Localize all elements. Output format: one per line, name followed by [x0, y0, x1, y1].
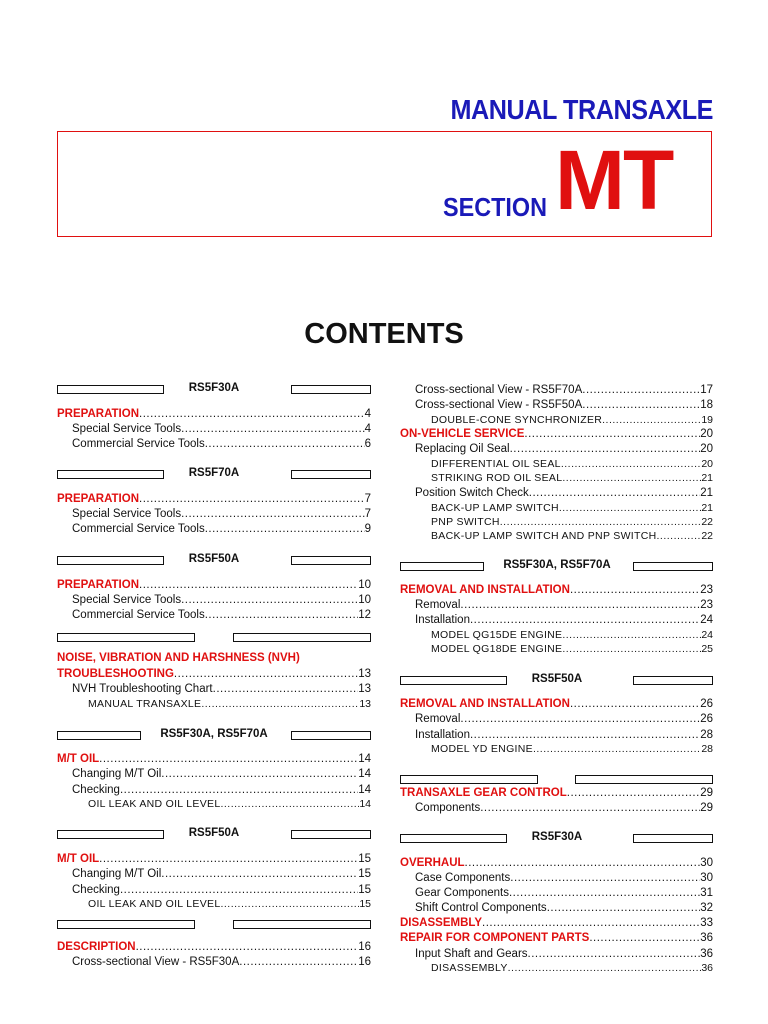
toc-entry-title: PREPARATION [57, 579, 139, 591]
toc-entry[interactable] [57, 492, 371, 507]
toc-entry-page: 7 [364, 493, 371, 505]
header-rule-box [400, 676, 507, 685]
toc-entry-title: Installation [415, 614, 470, 626]
toc-entry[interactable] [400, 916, 713, 931]
toc-entry-page: 24 [701, 629, 713, 641]
toc-entry-title: Cross-sectional View - RS5F70A [415, 384, 583, 396]
dot-leader [181, 593, 358, 608]
toc-model-header [57, 554, 371, 566]
model-label: RS5F70A [188, 467, 240, 479]
toc-entry[interactable] [400, 947, 713, 962]
toc-model-header [400, 773, 713, 785]
dot-leader [120, 783, 358, 798]
toc-entry[interactable] [400, 871, 713, 886]
header-rule-box [575, 775, 713, 784]
model-label: RS5F30A, RS5F70A [503, 559, 611, 571]
toc-entry-title: Installation [415, 729, 470, 741]
toc-entry-title: Gear Components [415, 887, 509, 899]
toc-entry[interactable] [400, 398, 713, 413]
toc-model-header [57, 918, 371, 930]
header-rule-box [291, 830, 371, 839]
header-rule-box [633, 562, 713, 571]
toc-model-header [400, 674, 713, 686]
toc-entry[interactable] [400, 613, 713, 628]
dot-leader [139, 407, 365, 422]
toc-entry[interactable] [400, 642, 713, 657]
dot-leader [220, 897, 359, 912]
toc-entry-title: ON-VEHICLE SERVICE [400, 428, 525, 440]
dot-leader [482, 916, 700, 931]
toc-entry-title: DOUBLE-CONE SYNCHRONIZER [431, 414, 603, 426]
model-label: RS5F30A, RS5F70A [160, 728, 268, 740]
model-label: RS5F50A [188, 553, 240, 565]
dot-leader [205, 437, 365, 452]
toc-entry[interactable] [400, 712, 713, 727]
toc-entry-title: Removal [415, 599, 461, 611]
dot-leader [567, 786, 700, 801]
dot-leader [570, 697, 700, 712]
toc-entry[interactable] [400, 801, 713, 816]
toc-entry-title: Commercial Service Tools [72, 609, 205, 621]
toc-entry-title: REPAIR FOR COMPONENT PARTS [400, 932, 590, 944]
toc-entry-page: 6 [364, 438, 371, 450]
header-rule-box [633, 676, 713, 685]
contents-heading: CONTENTS [304, 318, 464, 350]
toc-entry[interactable] [400, 886, 713, 901]
manual-title: MANUAL TRANSAXLE [450, 94, 713, 125]
toc-entry-page: 25 [701, 643, 713, 655]
dot-leader [570, 583, 700, 598]
header-rule-box [400, 562, 484, 571]
toc-entry[interactable] [400, 413, 713, 428]
toc-model-header [400, 560, 713, 572]
toc-entry[interactable] [400, 457, 713, 472]
header-rule-box [291, 385, 371, 394]
toc-entry-title: MODEL QG15DE ENGINE [431, 629, 563, 641]
toc-entry[interactable] [400, 728, 713, 743]
toc-entry-title: Case Components [415, 872, 511, 884]
dot-leader [213, 682, 359, 697]
dot-leader [139, 578, 358, 593]
toc-entry[interactable] [57, 682, 371, 697]
toc-entry-page: 14 [358, 784, 371, 796]
toc-entry[interactable] [400, 501, 713, 516]
toc-entry[interactable] [57, 767, 371, 782]
toc-model-header [57, 828, 371, 840]
model-label: RS5F50A [188, 827, 240, 839]
toc-entry[interactable] [400, 856, 713, 871]
section-label: SECTION [443, 192, 548, 222]
toc-entry[interactable] [57, 955, 371, 970]
toc-entry-page: 29 [700, 802, 713, 814]
toc-entry-page: 14 [358, 768, 371, 780]
toc-entry-title: Commercial Service Tools [72, 438, 205, 450]
header-rule-box [57, 830, 164, 839]
dot-leader [205, 522, 365, 537]
dot-leader [582, 398, 700, 413]
toc-entry[interactable] [400, 529, 713, 544]
toc-entry-page: 29 [700, 787, 713, 799]
toc-entry[interactable] [400, 383, 713, 398]
toc-model-header [57, 631, 371, 643]
toc-entry-page: 15 [358, 853, 371, 865]
toc-entry-title: TROUBLESHOOTING [57, 668, 174, 680]
header-rule-box [233, 633, 371, 642]
toc-entry-title: Special Service Tools [72, 508, 182, 520]
toc-entry-page: 20 [701, 458, 713, 470]
toc-entry-page: 36 [700, 948, 713, 960]
toc-entry-page: 20 [700, 428, 713, 440]
toc-entry-title: MANUAL TRANSAXLE [88, 698, 202, 710]
dot-leader [582, 383, 700, 398]
dot-leader [120, 883, 358, 898]
toc-entry-title: DESCRIPTION [57, 941, 136, 953]
dot-leader [99, 852, 358, 867]
toc-entry-page: 36 [701, 962, 713, 974]
dot-leader [561, 457, 702, 472]
toc-entry-title: BACK-UP LAMP SWITCH AND PNP SWITCH [431, 530, 657, 542]
toc-entry-page: 7 [364, 508, 371, 520]
toc-entry-page: 13 [359, 698, 371, 710]
toc-entry[interactable] [400, 515, 713, 530]
toc-entry-title: STRIKING ROD OIL SEAL [431, 472, 563, 484]
header-rule-box [57, 920, 195, 929]
toc-entry-title: DISASSEMBLY [400, 917, 483, 929]
toc-entry[interactable] [57, 407, 371, 422]
model-label: RS5F30A [531, 831, 583, 843]
dot-leader [161, 767, 358, 782]
dot-leader [470, 613, 700, 628]
toc-entry[interactable] [400, 583, 713, 598]
toc-entry-page: 13 [358, 668, 371, 680]
toc-entry-page: 9 [364, 523, 371, 535]
toc-entry-title: M/T OIL [57, 853, 100, 865]
toc-entry[interactable] [57, 437, 371, 452]
toc-entry-title: Shift Control Components [415, 902, 547, 914]
dot-leader [161, 867, 358, 882]
toc-entry-title: MODEL QG18DE ENGINE [431, 643, 563, 655]
toc-entry-page: 32 [700, 902, 713, 914]
toc-entry-page: 4 [364, 423, 371, 435]
toc-entry-title: TRANSAXLE GEAR CONTROL [400, 787, 567, 799]
toc-entry[interactable] [400, 442, 713, 457]
toc-entry-page: 30 [700, 857, 713, 869]
header-rule-box [57, 470, 164, 479]
dot-leader [562, 642, 701, 657]
dot-leader [465, 856, 701, 871]
toc-entry[interactable] [400, 598, 713, 613]
dot-leader [657, 529, 702, 544]
toc-entry[interactable] [57, 667, 371, 682]
toc-entry-page: 26 [700, 713, 713, 725]
header-rule-box [400, 775, 538, 784]
dot-leader [181, 422, 365, 437]
toc-entry-title: Checking [72, 884, 120, 896]
toc-entry[interactable] [57, 608, 371, 623]
toc-entry[interactable] [400, 427, 713, 442]
dot-leader [205, 608, 358, 623]
dot-leader [181, 507, 365, 522]
toc-entry-title: PREPARATION [57, 408, 139, 420]
header-rule-box [233, 920, 371, 929]
toc-entry-title: NOISE, VIBRATION AND HARSHNESS (NVH) [57, 652, 300, 664]
toc-entry[interactable] [57, 940, 371, 955]
toc-entry-page: 36 [700, 932, 713, 944]
toc-entry-title: OIL LEAK AND OIL LEVEL [88, 798, 221, 810]
toc-entry-page: 31 [700, 887, 713, 899]
toc-entry-page: 18 [700, 399, 713, 411]
dot-leader [500, 515, 702, 530]
toc-entry-title: REMOVAL AND INSTALLATION [400, 584, 570, 596]
toc-entry-page: 15 [358, 868, 371, 880]
toc-entry-title: Input Shaft and Gears [415, 948, 528, 960]
dot-leader [470, 728, 700, 743]
toc-entry-page: 28 [700, 729, 713, 741]
toc-entry-title: Removal [415, 713, 461, 725]
toc-entry-title: Special Service Tools [72, 423, 182, 435]
toc-entry-title: Cross-sectional View - RS5F30A [72, 956, 240, 968]
toc-entry[interactable] [57, 852, 371, 867]
toc-entry-title: NVH Troubleshooting Chart [72, 683, 213, 695]
toc-entry-title: Special Service Tools [72, 594, 182, 606]
dot-leader [529, 486, 700, 501]
toc-entry-page: 17 [700, 384, 713, 396]
dot-leader [524, 427, 700, 442]
toc-entry[interactable] [57, 697, 371, 712]
toc-entry-title: OVERHAUL [400, 857, 465, 869]
toc-entry-page: 20 [700, 443, 713, 455]
toc-entry-title: Components [415, 802, 481, 814]
toc-entry-title: Commercial Service Tools [72, 523, 205, 535]
toc-entry[interactable] [400, 471, 713, 486]
toc-entry-title: DIFFERENTIAL OIL SEAL [431, 458, 561, 470]
toc-entry-title: Checking [72, 784, 120, 796]
dot-leader [510, 871, 700, 886]
toc-entry[interactable] [57, 578, 371, 593]
model-label: RS5F50A [531, 673, 583, 685]
dot-leader [533, 742, 701, 757]
toc-entry-page: 19 [701, 414, 713, 426]
toc-entry[interactable] [57, 422, 371, 437]
header-rule-box [57, 385, 164, 394]
dot-leader [559, 501, 701, 516]
toc-entry[interactable] [57, 593, 371, 608]
dot-leader [174, 667, 358, 682]
dot-leader [602, 413, 701, 428]
toc-entry-page: 12 [358, 609, 371, 621]
header-rule-box [400, 834, 507, 843]
toc-entry-page: 22 [701, 530, 713, 542]
dot-leader [509, 886, 700, 901]
toc-entry-page: 14 [359, 798, 371, 810]
toc-entry[interactable] [57, 897, 371, 912]
toc-entry-page: 33 [700, 917, 713, 929]
toc-entry[interactable] [400, 786, 713, 801]
toc-entry[interactable] [57, 507, 371, 522]
toc-entry-page: 24 [700, 614, 713, 626]
toc-entry-title: Changing M/T Oil [72, 768, 162, 780]
dot-leader [201, 697, 359, 712]
toc-entry-title: Replacing Oil Seal [415, 443, 510, 455]
dot-leader [220, 797, 359, 812]
header-rule-box [291, 731, 371, 740]
toc-entry-title: BACK-UP LAMP SWITCH [431, 502, 559, 514]
toc-entry[interactable] [57, 783, 371, 798]
dot-leader [508, 961, 702, 976]
toc-entry-title: DISASSEMBLY [431, 962, 508, 974]
toc-entry-page: 4 [364, 408, 371, 420]
toc-entry[interactable] [400, 961, 713, 976]
dot-leader [528, 947, 701, 962]
toc-entry[interactable] [400, 628, 713, 643]
header-rule-box [57, 633, 195, 642]
toc-entry-page: 13 [358, 683, 371, 695]
toc-entry-title: REMOVAL AND INSTALLATION [400, 698, 570, 710]
dot-leader [562, 628, 701, 643]
model-label: RS5F30A [188, 382, 240, 394]
dot-leader [139, 492, 365, 507]
toc-entry-page: 14 [358, 753, 371, 765]
dot-leader [460, 712, 700, 727]
toc-entry-page: 21 [701, 502, 713, 514]
toc-entry-page: 10 [358, 579, 371, 591]
toc-entry[interactable] [57, 752, 371, 767]
toc-entry[interactable] [57, 867, 371, 882]
header-rule-box [57, 556, 164, 565]
toc-entry-page: 22 [701, 516, 713, 528]
toc-entry[interactable] [400, 931, 713, 946]
dot-leader [480, 801, 700, 816]
toc-entry-page: 15 [359, 898, 371, 910]
dot-leader [510, 442, 701, 457]
toc-model-header [400, 832, 713, 844]
dot-leader [562, 471, 701, 486]
toc-entry[interactable] [400, 697, 713, 712]
toc-entry-page: 26 [700, 698, 713, 710]
toc-entry-title: Position Switch Check [415, 487, 529, 499]
toc-entry-page: 21 [700, 487, 713, 499]
toc-entry-title: PREPARATION [57, 493, 139, 505]
toc-entry[interactable] [400, 486, 713, 501]
toc-entry-page: 16 [358, 941, 371, 953]
toc-entry-page: 16 [358, 956, 371, 968]
dot-leader [460, 598, 700, 613]
toc-entry-title: MODEL YD ENGINE [431, 743, 533, 755]
toc-entry-page: 10 [358, 594, 371, 606]
toc-entry[interactable] [57, 797, 371, 812]
toc-model-header [57, 383, 371, 395]
toc-entry-title: M/T OIL [57, 753, 100, 765]
dot-leader [99, 752, 358, 767]
toc-entry[interactable] [57, 522, 371, 537]
toc-entry[interactable] [57, 883, 371, 898]
dot-leader [589, 931, 700, 946]
toc-entry-page: 28 [701, 743, 713, 755]
header-rule-box [291, 556, 371, 565]
toc-entry-page: 21 [701, 472, 713, 484]
toc-model-header [57, 468, 371, 480]
section-code: MT [555, 133, 673, 227]
toc-entry-page: 15 [358, 884, 371, 896]
header-rule-box [57, 731, 141, 740]
toc-entry[interactable] [400, 742, 713, 757]
toc-entry-page: 30 [700, 872, 713, 884]
header-rule-box [633, 834, 713, 843]
header-rule-box [291, 470, 371, 479]
toc-entry-title: PNP SWITCH [431, 516, 500, 528]
toc-entry-page: 23 [700, 584, 713, 596]
toc-entry[interactable] [400, 901, 713, 916]
dot-leader [547, 901, 701, 916]
dot-leader [239, 955, 358, 970]
toc-entry-title: Cross-sectional View - RS5F50A [415, 399, 583, 411]
toc-entry-title: OIL LEAK AND OIL LEVEL [88, 898, 221, 910]
toc-model-header [57, 729, 371, 741]
toc-entry-title: Changing M/T Oil [72, 868, 162, 880]
toc-entry[interactable] [57, 651, 371, 666]
dot-leader [136, 940, 359, 955]
toc-entry-page: 23 [700, 599, 713, 611]
